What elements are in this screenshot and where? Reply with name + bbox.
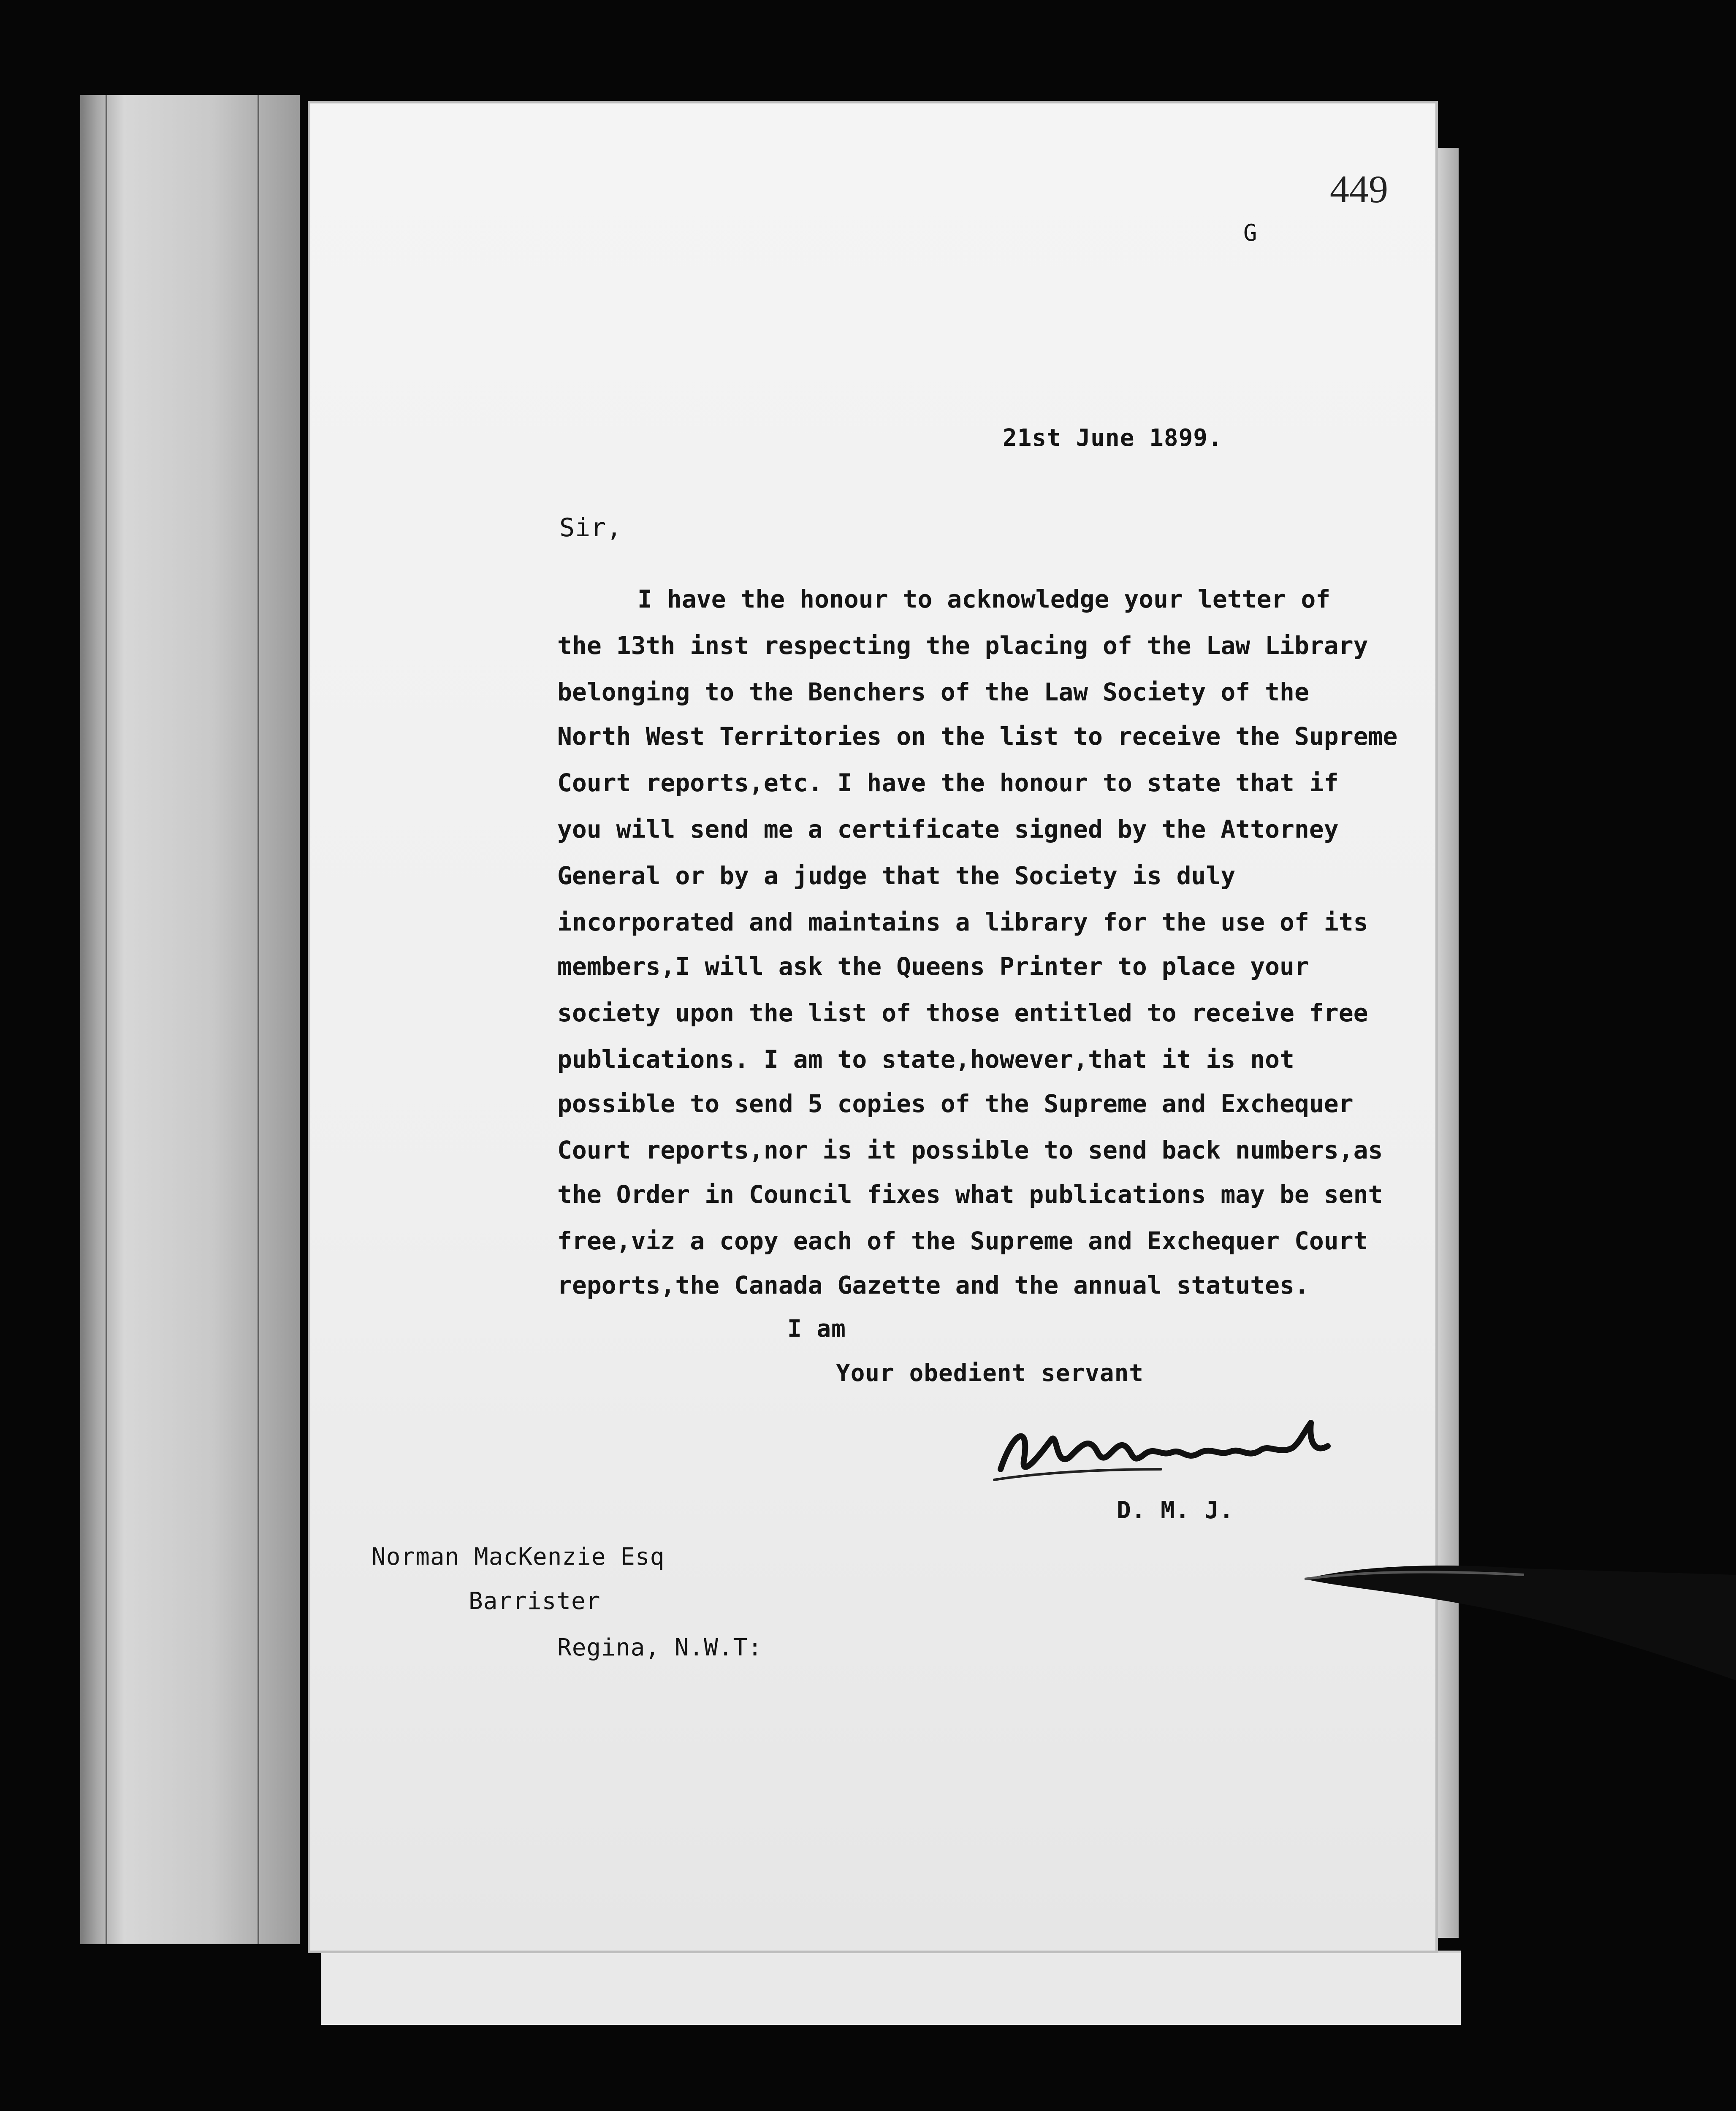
page-mark: G <box>1243 220 1258 246</box>
binding-strip <box>80 95 300 1944</box>
salutation: Sir, <box>559 513 622 543</box>
body-line: I have the honour to acknowledge your letter of <box>637 585 1331 613</box>
closing-line: I am <box>787 1315 846 1343</box>
body-line: reports,the Canada Gazette and the annual statutes. <box>557 1271 1309 1300</box>
body-line: you will send me a certificate signed by the Attorney <box>557 815 1339 844</box>
pointer-pen <box>1305 1545 1736 1689</box>
body-line: publications. I am to state,however,that it is not <box>557 1045 1294 1074</box>
body-line: Court reports,etc. I have the honour to state that if <box>557 768 1339 797</box>
body-line: North West Territories on the list to receive the Supreme <box>557 722 1398 751</box>
body-line: incorporated and maintains a library for the use of its <box>557 908 1368 936</box>
binding-smudge <box>80 1414 190 1473</box>
body-line: free,viz a copy each of the Supreme and Exchequer Court <box>557 1226 1368 1255</box>
addressee-location: Regina, N.W.T: <box>557 1634 763 1661</box>
letter-date: 21st June 1899. <box>1003 424 1223 452</box>
body-line: the Order in Council fixes what publications may be sent <box>557 1180 1383 1209</box>
body-line: possible to send 5 copies of the Supreme and Exchequer <box>557 1089 1354 1118</box>
body-line: Court reports,nor is it possible to send back numbers,as <box>557 1136 1383 1164</box>
binding-fold-line <box>258 95 259 1944</box>
addressee-title: Barrister <box>469 1587 601 1615</box>
closing-line: Your obedient servant <box>836 1359 1144 1387</box>
folio-number: 449 <box>1330 168 1388 211</box>
addressee-name: Norman MacKenzie Esq <box>372 1543 665 1571</box>
binding-fold-line <box>106 95 107 1944</box>
body-line: society upon the list of those entitled to receive free <box>557 999 1368 1027</box>
signer-initials: D. M. J. <box>1117 1497 1234 1524</box>
body-line: members,I will ask the Queens Printer to place your <box>557 952 1309 981</box>
handwritten-signature <box>984 1406 1343 1495</box>
body-line: the 13th inst respecting the placing of the Law Library <box>557 631 1368 660</box>
underlying-sheet <box>321 1951 1461 2025</box>
body-line: General or by a judge that the Society is duly <box>557 861 1236 890</box>
body-line: belonging to the Benchers of the Law Society of the <box>557 678 1309 706</box>
